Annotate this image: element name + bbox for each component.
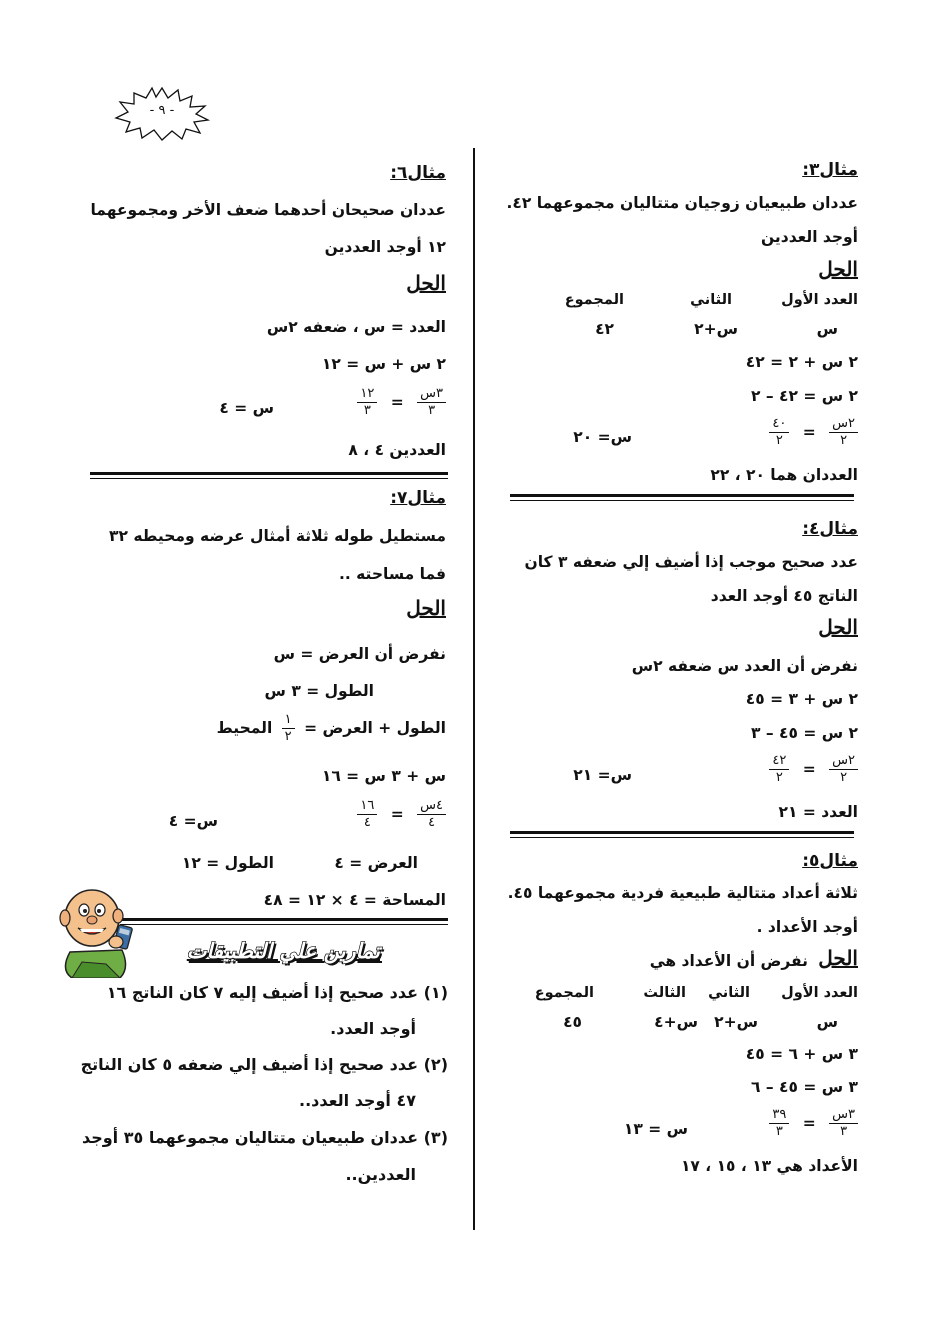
ex5-value-second: س+٢ [714, 1013, 758, 1031]
ex3-fraction-equation: $\frac{\text{٢س}}{٢}$ = $\frac{٤٠}{٢}$ [769, 416, 858, 449]
ex7-area: المساحة = ٤ × ١٢ = ٤٨ [263, 891, 446, 909]
cartoon-character-illustration [50, 882, 142, 978]
ex3-step2: ٢ س = ٤٢ – ٢ [751, 387, 858, 405]
ex7-length-value: الطول = ١٢ [181, 854, 274, 872]
example-5-title: مثال٥: [802, 851, 858, 871]
section-separator [510, 831, 854, 838]
example-3-solution-label: الحل [818, 257, 858, 281]
exercise-2-line2: ٤٧ أوجد العدد.. [298, 1091, 416, 1110]
ex4-assume: نفرض أن العدد س ضعفه ٢س [631, 657, 858, 675]
ex3-value-sum: ٤٢ [595, 320, 614, 338]
ex6-assume: العدد = س ، ضعفه ٢س [266, 318, 446, 336]
exercise-3-line2: العددين.. [345, 1165, 416, 1184]
example-7-text-line2: فما مساحته .. [338, 565, 446, 583]
ex7-step1: س + ٣ س = ١٦ [321, 767, 446, 785]
example-3-text-line1: عددان طبيعيان زوجيان متتاليان مجموعهما ٤٢. [506, 194, 858, 212]
ex4-frac-left: $\frac{\text{٢س}}{٢}$ [829, 753, 858, 786]
ex7-fraction-equation: $\frac{\text{٤س}}{٤}$ = $\frac{١٦}{٤}$ [357, 798, 446, 831]
ex4-fraction-equation: $\frac{\text{٢س}}{٢}$ = $\frac{٤٢}{٢}$ [769, 753, 858, 786]
ex7-width-value: العرض = ٤ [334, 854, 418, 872]
example-7-title: مثال٧: [390, 488, 446, 508]
exercises-title-block [187, 938, 380, 963]
example-6-text-line2: ١٢ أوجد العددين [324, 238, 446, 256]
ex3-step1: ٢ س + ٢ = ٤٢ [745, 353, 858, 371]
ex3-value-second: س+٢ [694, 320, 738, 338]
exercise-3-line1: (٣) عددان طبيعيان متتاليان مجموعهما ٣٥ أوجد [81, 1128, 448, 1147]
section-separator [120, 918, 448, 925]
example-7-text-line1: مستطيل طوله ثلاثة أمثال عرضه ومحيطه ٣٢ [109, 527, 446, 545]
ex5-value-sum: ٤٥ [563, 1013, 582, 1031]
example-4-text-line1: عدد صحيح موجب إذا أضيف إلي ضعفه ٣ كان [524, 553, 858, 571]
example-7-solution-label: الحل [406, 596, 446, 620]
ex5-fraction-equation: $\frac{\text{٣س}}{٣}$ = $\frac{٣٩}{٣}$ [769, 1107, 858, 1140]
exercises-title: تمارين علي التطبيقات [186, 938, 380, 963]
example-5-text-line2: أوجد الأعداد . [756, 918, 858, 936]
exercise-2-line1: (٢) عدد صحيح إذا أضيف إلي ضعفه ٥ كان الناتج [80, 1055, 448, 1074]
ex5-header-sum: المجموع [534, 985, 594, 1001]
example-6-text-line1: عددان صحيحان أحدهما ضعف الأخر ومجموعهما [90, 201, 446, 219]
ex3-header-first: العدد الأول [781, 292, 858, 308]
ex7-frac-left: $\frac{\text{٤س}}{٤}$ [417, 798, 446, 831]
ex5-frac-left: $\frac{\text{٣س}}{٣}$ [829, 1107, 858, 1140]
ex5-result: س = ١٣ [623, 1120, 688, 1138]
ex7-assume: نفرض أن العرض = س [273, 645, 446, 663]
ex3-frac-left: $\frac{\text{٢س}}{٢}$ [829, 416, 858, 449]
example-3-title: مثال٣: [802, 160, 858, 180]
ex3-frac-right: $\frac{٤٠}{٢}$ [769, 416, 789, 449]
ex3-header-sum: المجموع [564, 292, 624, 308]
ex3-result: س= ٢٠ [573, 428, 632, 446]
ex6-fraction-equation: $\frac{\text{٣س}}{٣}$ = $\frac{١٢}{٣}$ [357, 386, 446, 419]
ex7-perimeter-equation: الطول + العرض = $\frac{١}{٢}$ المحيط [216, 712, 446, 744]
ex6-frac-left: $\frac{\text{٣س}}{٣}$ [417, 386, 446, 419]
ex4-step2: ٢ س = ٤٥ – ٣ [751, 724, 858, 742]
ex4-frac-right: $\frac{٤٢}{٢}$ [769, 753, 789, 786]
ex4-answer: العدد = ٢١ [778, 803, 858, 821]
ex6-step1: ٢ س + س = ١٢ [321, 355, 446, 373]
ex3-value-first: س [816, 320, 838, 338]
example-5-text-line1: ثلاثة أعداد متتالية طبيعية فردية مجموعهما ٤٥. [507, 884, 858, 902]
ex6-result: س = ٤ [219, 399, 274, 417]
ex5-header-second: الثاني [708, 985, 750, 1001]
exercise-1-line1: (١) عدد صحيح إذا أضيف إليه ٧ كان الناتج ١٦ [106, 983, 448, 1002]
example-6-title: مثال٦: [390, 163, 446, 183]
column-divider [473, 148, 475, 1230]
exercise-1-line2: أوجد العدد. [330, 1019, 416, 1038]
example-4-solution-label: الحل [818, 615, 858, 639]
ex4-step1: ٢ س + ٣ = ٤٥ [745, 690, 858, 708]
section-separator [510, 494, 854, 501]
example-4-text-line2: الناتج ٤٥ أوجد العدد [710, 587, 858, 605]
ex5-step1: ٣ س + ٦ = ٤٥ [745, 1045, 858, 1063]
section-separator [90, 472, 448, 479]
ex6-frac-right: $\frac{١٢}{٣}$ [357, 386, 377, 419]
ex5-step2: ٣ س = ٤٥ – ٦ [751, 1078, 858, 1096]
example-5-solution-label: الحل [818, 946, 858, 970]
ex5-value-third: س+٤ [654, 1013, 698, 1031]
ex7-result: س= ٤ [168, 812, 218, 830]
ex7-half-fraction: $\frac{١}{٢}$ [282, 712, 295, 745]
example-4-title: مثال٤: [802, 519, 858, 539]
page-number: - ٩ - [149, 103, 175, 118]
example-6-solution-label: الحل [406, 271, 446, 295]
page-number-badge [112, 84, 212, 142]
ex6-answer: العددين ٤ ، ٨ [348, 441, 446, 459]
example-3-text-line2: أوجد العددين [760, 228, 858, 246]
ex3-answer: العددان هما ٢٠ ، ٢٢ [710, 466, 858, 484]
ex5-answer: الأعداد هي ١٣ ، ١٥ ، ١٧ [680, 1157, 858, 1175]
ex7-frac-right: $\frac{١٦}{٤}$ [357, 798, 377, 831]
ex3-header-second: الثاني [690, 292, 732, 308]
boy-with-calculator-icon [50, 882, 142, 978]
ex5-value-first: س [816, 1013, 838, 1031]
ex5-header-first: العدد الأول [781, 985, 858, 1001]
ex7-length: الطول = ٣ س [264, 682, 374, 700]
ex5-frac-right: $\frac{٣٩}{٣}$ [769, 1107, 789, 1140]
ex4-result: س= ٢١ [573, 766, 632, 784]
ex5-assume: نفرض أن الأعداد هي [649, 952, 808, 970]
ex5-header-third: الثالث [643, 985, 686, 1001]
